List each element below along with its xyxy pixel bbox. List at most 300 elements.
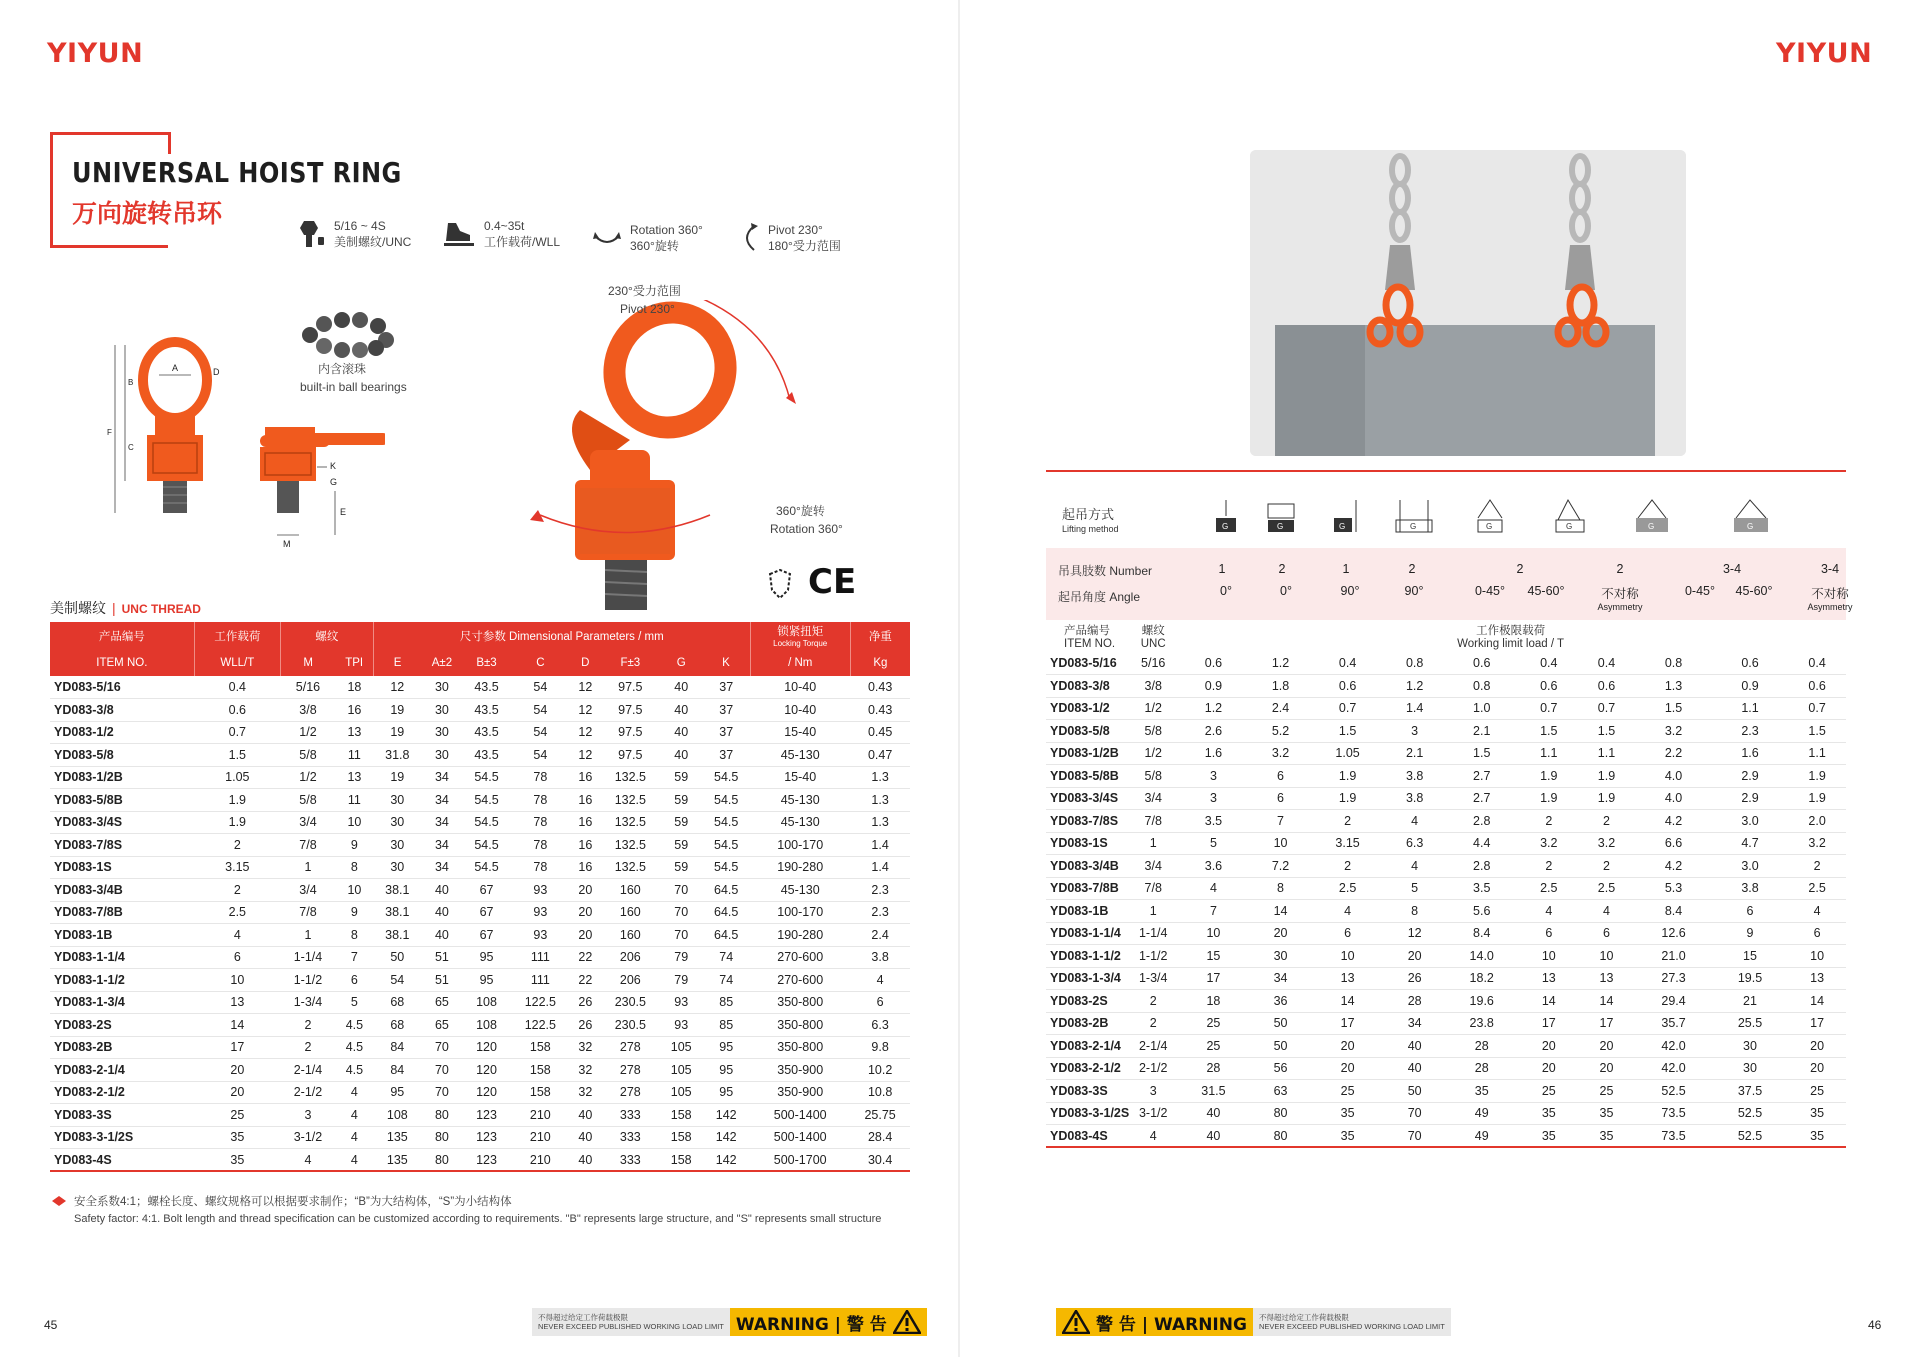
- table-cell: 13: [1810, 971, 1825, 986]
- table-cell: 20: [1273, 926, 1288, 941]
- bolt-icon: [298, 219, 326, 249]
- table-cell: 95: [719, 1062, 734, 1077]
- table-cell: 9: [350, 905, 358, 920]
- table-cell: 16: [578, 770, 593, 785]
- table-cell: 93: [533, 905, 548, 920]
- lifting-photo-art: [1250, 150, 1686, 456]
- table-cell: 17: [1810, 1016, 1825, 1031]
- table-cell: 42.0: [1661, 1038, 1686, 1053]
- table-cell: 350-800: [777, 1017, 824, 1032]
- table-cell: 0.4: [1808, 656, 1826, 670]
- table-cell: 59: [674, 860, 689, 875]
- table-cell: 2: [304, 1040, 312, 1055]
- table-cell: 59: [674, 770, 689, 785]
- table-cell: 28.4: [867, 1130, 893, 1145]
- angle-value: 90°: [1340, 584, 1360, 598]
- table-cell: YD083-2S: [1050, 993, 1108, 1008]
- rotation-label-cn: 360°旋转: [776, 504, 825, 518]
- legs-value: 2: [1516, 562, 1524, 576]
- table-cell: 1.2: [1204, 701, 1223, 716]
- pivot-label-en: Pivot 230°: [620, 302, 675, 316]
- th-dim-c: C: [511, 649, 571, 676]
- table-cell: 26: [1407, 971, 1422, 986]
- table-cell: 37: [719, 747, 734, 762]
- table-cell: 54.5: [714, 770, 739, 785]
- spec-pivot: [738, 222, 841, 254]
- table-cell: 64.5: [714, 905, 739, 920]
- table-cell: 37: [719, 680, 734, 694]
- angle-value: 45-60°: [1735, 584, 1773, 598]
- table-cell: 3.2: [1540, 836, 1558, 851]
- table-cell: 3.8: [1741, 881, 1759, 896]
- method-icon-7: [1636, 500, 1668, 532]
- table-cell: 3.5: [1473, 881, 1491, 896]
- table-cell: YD083-3/4B: [1050, 858, 1119, 873]
- table-cell: 19: [390, 725, 405, 740]
- table-cell: 1.3: [871, 792, 889, 807]
- th-dim-a: A±2: [421, 649, 462, 676]
- table-cell: 6.3: [1405, 836, 1424, 851]
- table-cell: 70: [434, 1085, 449, 1100]
- table-cell: 6: [350, 972, 358, 987]
- table-cell: 3: [304, 1107, 312, 1122]
- table-row: [50, 789, 910, 812]
- spec-wll: [442, 218, 560, 250]
- table-cell: 52.5: [1737, 1106, 1763, 1121]
- table-cell: 120: [476, 1062, 497, 1077]
- spec-wll-value: 0.4~35t: [484, 219, 525, 233]
- table-cell: 54.5: [714, 837, 739, 852]
- table-cell: 4.5: [345, 1017, 364, 1032]
- table-row: [1046, 967, 1846, 990]
- table-cell: 50: [1273, 1016, 1288, 1031]
- table-cell: 142: [715, 1130, 737, 1145]
- table-row: [1046, 1035, 1846, 1058]
- table-cell: 14.0: [1469, 948, 1494, 963]
- table-cell: YD083-7/8S: [1050, 813, 1119, 828]
- table-cell: 35: [1599, 1106, 1614, 1121]
- table-cell: 93: [533, 927, 548, 942]
- table-cell: 70: [434, 1040, 449, 1055]
- table-cell: 40: [674, 747, 689, 762]
- table-cell: 54.5: [714, 815, 739, 830]
- table-cell: 5/8: [1144, 768, 1162, 783]
- table-cell: 132.5: [614, 837, 646, 852]
- th-dim-title: 尺寸参数 Dimensional Parameters / mm: [373, 622, 750, 649]
- table-cell: 1/2: [299, 725, 317, 740]
- table-cell: 12: [390, 680, 405, 694]
- table-cell: 20: [230, 1085, 245, 1100]
- table-cell: 2.3: [1741, 723, 1759, 738]
- th-dim-e: E: [373, 649, 421, 676]
- table-cell: 135: [386, 1152, 408, 1167]
- section-label-cn: 美制螺纹: [50, 600, 106, 616]
- table-cell: 97.5: [618, 725, 643, 740]
- table-cell: 0.4: [228, 680, 247, 694]
- table-cell: 2.6: [1204, 723, 1223, 738]
- table-cell: 206: [619, 950, 641, 965]
- table-cell: 333: [619, 1130, 641, 1145]
- table-cell: 84: [390, 1040, 405, 1055]
- legs-label: 吊具肢数 Number: [1058, 564, 1153, 578]
- table-cell: 7.2: [1271, 858, 1290, 873]
- table-cell: 23.8: [1469, 1016, 1494, 1031]
- table-cell: 12: [578, 680, 593, 694]
- rotation-label-en: Rotation 360°: [770, 522, 843, 536]
- table-row: [50, 969, 910, 992]
- table-cell: 17: [230, 1040, 245, 1055]
- table-cell: YD083-2B: [1050, 1016, 1109, 1031]
- table-cell: 12: [578, 702, 593, 717]
- table-cell: 13: [347, 725, 362, 740]
- table-cell: 14: [230, 1017, 245, 1032]
- table-cell: 34: [1273, 971, 1288, 986]
- table-cell: 80: [1273, 1106, 1288, 1121]
- table-cell: 3.0: [1741, 813, 1759, 828]
- table-cell: 4.5: [345, 1062, 364, 1077]
- page-title: UNIVERSAL HOIST RING: [72, 156, 402, 189]
- table-cell: 37: [719, 702, 734, 717]
- method-icon-1: [1216, 500, 1236, 532]
- table-cell: 79: [674, 972, 689, 987]
- th2-load: 工作极限载荷 Working limit load / T: [1175, 620, 1846, 652]
- table-cell: 3.2: [1271, 746, 1290, 761]
- table-cell: YD083-5/16: [54, 680, 121, 694]
- table-row: [50, 991, 910, 1014]
- method-icon-4: [1396, 500, 1432, 532]
- table-cell: 2: [1603, 858, 1610, 873]
- table-cell: 2: [233, 837, 241, 852]
- table-cell: 7: [1209, 903, 1217, 918]
- title-frame: [50, 132, 168, 248]
- table-cell: 52.5: [1661, 1083, 1686, 1098]
- table-cell: 142: [715, 1107, 737, 1122]
- table-cell: 32: [578, 1085, 593, 1100]
- table-cell: 30: [390, 860, 405, 875]
- table-row: [50, 834, 910, 857]
- table-cell: 52.5: [1737, 1128, 1763, 1143]
- th-dim-d: D: [570, 649, 600, 676]
- table-cell: 4: [1411, 858, 1419, 873]
- table-cell: 1.1: [1808, 746, 1826, 761]
- lift-table-rule: [1046, 470, 1846, 472]
- table-cell: 1.9: [1540, 791, 1558, 806]
- table-cell: 8: [350, 927, 358, 942]
- table-cell: 56: [1273, 1061, 1288, 1076]
- table-cell: 4: [1813, 903, 1821, 918]
- table-cell: 6: [1277, 791, 1284, 806]
- table-cell: 20: [230, 1062, 245, 1077]
- table-cell: YD083-5/8: [54, 747, 114, 762]
- table-cell: 4: [1344, 903, 1352, 918]
- angle-value: 90°: [1404, 584, 1424, 598]
- table-cell: 59: [674, 792, 689, 807]
- th-dim-b: B±3: [463, 649, 511, 676]
- table-cell: 160: [619, 905, 641, 920]
- table-cell: 54.5: [474, 837, 499, 852]
- lift-legs-angle-band: [1046, 548, 1846, 620]
- table-row: [1046, 855, 1846, 878]
- table-cell: 20: [578, 905, 593, 920]
- table-cell: 6: [1545, 926, 1553, 941]
- table-cell: 4.0: [1664, 768, 1683, 783]
- table-cell: YD083-7/8B: [54, 905, 123, 920]
- table-cell: 6: [1277, 768, 1284, 783]
- th-item-en: ITEM NO.: [50, 649, 194, 676]
- table-cell: 2.5: [1338, 881, 1357, 896]
- table-cell: 0.4: [1540, 656, 1558, 670]
- table-cell: 5.6: [1473, 903, 1491, 918]
- table-cell: 4: [350, 1085, 358, 1100]
- table-cell: 350-900: [777, 1085, 824, 1100]
- table-row: [1046, 787, 1846, 810]
- table-cell: 2.5: [1808, 881, 1826, 896]
- warning-small-cn-left: 不得超过给定工作荷载极限: [538, 1313, 628, 1322]
- table-cell: 4: [1149, 1128, 1157, 1143]
- table-cell: YD083-1-3/4: [54, 995, 125, 1010]
- table-cell: 210: [529, 1107, 551, 1122]
- table-cell: 2-1/4: [293, 1062, 323, 1077]
- table-row: [50, 699, 910, 722]
- table-cell: YD083-3/4S: [54, 815, 123, 830]
- table-cell: 7: [1277, 813, 1284, 828]
- ce-mark: CE: [808, 562, 857, 602]
- table-cell: 1.0: [1473, 701, 1491, 716]
- method-icon-2: [1268, 504, 1294, 532]
- table-cell: 3.0: [1741, 858, 1759, 873]
- table-cell: 16: [578, 837, 593, 852]
- table-cell: 34: [434, 837, 449, 852]
- th-m: M: [280, 649, 335, 676]
- table-cell: 105: [670, 1040, 692, 1055]
- table-cell: 132.5: [614, 792, 646, 807]
- table-cell: 17: [1541, 1016, 1556, 1031]
- table-cell: 35: [1810, 1106, 1825, 1121]
- th-wll-en: WLL/T: [194, 649, 280, 676]
- table-cell: 122.5: [524, 1017, 556, 1032]
- table-cell: 20: [1810, 1061, 1825, 1076]
- table-cell: 1.4: [871, 837, 889, 852]
- table-cell: 278: [619, 1062, 641, 1077]
- table-cell: 20: [1599, 1038, 1614, 1053]
- table-cell: 160: [619, 927, 641, 942]
- table-cell: 1/2: [1144, 746, 1162, 761]
- table-cell: 15: [1743, 948, 1757, 963]
- table-cell: 25.75: [864, 1107, 896, 1122]
- table-cell: 3.8: [1405, 768, 1424, 783]
- table-cell: 270-600: [777, 950, 824, 965]
- spec-rotation-value: Rotation 360°: [630, 223, 703, 237]
- table-cell: 54.5: [474, 860, 499, 875]
- table-cell: 70: [674, 882, 689, 897]
- angle-value: 0-45°: [1684, 584, 1716, 598]
- table-cell: 43.5: [474, 702, 499, 717]
- table-cell: 108: [476, 995, 497, 1010]
- table-cell: YD083-3-1/2S: [54, 1130, 134, 1145]
- legs-value: 3-4: [1820, 562, 1840, 576]
- dim-k-label: K: [330, 461, 337, 471]
- table-cell: 26: [578, 1017, 593, 1032]
- table-cell: 16: [578, 792, 593, 807]
- lifting-method-cn: 起吊方式: [1062, 507, 1115, 522]
- table-cell: 78: [533, 792, 548, 807]
- table-row: [50, 1149, 910, 1172]
- dim-d-label: D: [213, 367, 220, 377]
- table-cell: 20: [1599, 1061, 1614, 1076]
- table-cell: 160: [619, 882, 641, 897]
- table-cell: 1-3/4: [293, 995, 323, 1010]
- legs-value: 2: [1616, 562, 1624, 576]
- table-cell: 2.5: [228, 905, 247, 920]
- table-cell: 15-40: [784, 725, 817, 740]
- table-cell: YD083-2S: [54, 1017, 112, 1032]
- table-cell: 28: [1206, 1061, 1221, 1076]
- table-cell: 70: [674, 905, 689, 920]
- table-row: [1046, 1102, 1846, 1125]
- table-cell: 7/8: [299, 905, 317, 920]
- table-row: [50, 1081, 910, 1104]
- table-cell: 15-40: [784, 770, 817, 785]
- table-cell: 16: [347, 702, 362, 717]
- table-cell: YD083-2-1/2: [1050, 1061, 1121, 1076]
- table-cell: 20: [578, 927, 593, 942]
- table-cell: 5: [1411, 881, 1419, 896]
- th-weight-cn: 净重: [850, 622, 910, 649]
- table-cell: 0.7: [1540, 701, 1558, 716]
- table-cell: 158: [529, 1085, 551, 1100]
- angle-value: 45-60°: [1527, 584, 1565, 598]
- table-cell: 3.6: [1204, 858, 1223, 873]
- table-cell: 0.6: [1741, 656, 1759, 670]
- table-cell: YD083-1/2: [54, 725, 114, 740]
- table-cell: 2: [1149, 1016, 1157, 1031]
- table-cell: 65: [434, 995, 449, 1010]
- table-cell: 4.7: [1741, 836, 1759, 851]
- spec-pivot-label: 180°受力范围: [768, 239, 841, 253]
- table-cell: 37: [719, 725, 734, 740]
- table-cell: 0.9: [1204, 678, 1223, 693]
- ball-bearings-image: [298, 310, 398, 360]
- table-cell: 1.4: [1405, 701, 1424, 716]
- table-cell: 43.5: [474, 747, 499, 762]
- table-cell: 51: [434, 972, 449, 987]
- table-cell: 3-1/2: [1138, 1106, 1168, 1121]
- bearing-label-en: built-in ball bearings: [300, 380, 407, 394]
- table-cell: 350-900: [777, 1062, 824, 1077]
- pivot-icon: [738, 223, 760, 253]
- table-cell: 0.7: [1597, 701, 1616, 716]
- table-cell: 18.2: [1469, 971, 1494, 986]
- table-cell: 2.3: [871, 882, 889, 897]
- table-row: [1046, 765, 1846, 788]
- table-cell: 30: [434, 702, 449, 717]
- table-cell: 0.7: [1808, 701, 1826, 716]
- table-cell: 230.5: [614, 1017, 646, 1032]
- table-cell: 6: [876, 995, 884, 1010]
- table-cell: 4: [1411, 813, 1419, 828]
- table-row: [1046, 900, 1846, 923]
- table-cell: 31.8: [385, 747, 410, 762]
- table-cell: 35: [1541, 1128, 1556, 1143]
- table-cell: 123: [476, 1107, 497, 1122]
- table-cell: 13: [1541, 971, 1556, 986]
- svg-text:G: G: [1410, 522, 1417, 531]
- table-cell: 1/2: [299, 770, 317, 785]
- table-cell: 8.4: [1664, 903, 1683, 918]
- table-row: [1046, 742, 1846, 765]
- table-cell: 3: [1209, 791, 1217, 806]
- table-cell: 68: [390, 995, 405, 1010]
- table-cell: 67: [479, 882, 494, 897]
- svg-text:G: G: [1486, 522, 1493, 531]
- table-cell: 0.7: [228, 725, 247, 740]
- table-cell: 1.5: [1338, 723, 1357, 738]
- table-cell: 12: [1407, 926, 1422, 941]
- table-cell: 2.3: [871, 905, 889, 920]
- table-cell: 123: [476, 1130, 497, 1145]
- table-cell: YD083-2-1/4: [54, 1062, 125, 1077]
- table-cell: 190-280: [777, 927, 824, 942]
- spec-table-body: [50, 676, 910, 1171]
- table-cell: 0.47: [867, 747, 893, 762]
- table-cell: YD083-5/8B: [54, 792, 123, 807]
- table-cell: 1.9: [1338, 768, 1357, 783]
- table-cell: 0.6: [1540, 678, 1558, 693]
- method-icon-5: [1478, 500, 1502, 532]
- table-cell: 35: [1340, 1128, 1355, 1143]
- table-cell: 30: [434, 680, 449, 694]
- table-cell: YD083-1S: [1050, 836, 1108, 851]
- table-cell: 3.8: [1405, 791, 1424, 806]
- table-cell: 85: [719, 995, 734, 1010]
- table-row: [1046, 1012, 1846, 1035]
- table-cell: 25: [1206, 1016, 1221, 1031]
- table-cell: YD083-1/2B: [54, 770, 123, 785]
- table-cell: 93: [533, 882, 548, 897]
- table-cell: 500-1700: [773, 1152, 827, 1167]
- table-cell: 0.4: [1597, 656, 1616, 670]
- table-cell: 20: [1407, 948, 1422, 963]
- table-cell: 1-1/2: [1138, 948, 1168, 963]
- table-cell: 1.9: [1597, 768, 1616, 783]
- table-cell: 40: [434, 905, 449, 920]
- table-cell: YD083-5/8B: [1050, 768, 1119, 783]
- table-cell: 10: [1599, 948, 1614, 963]
- table-row: [1046, 832, 1846, 855]
- table-cell: 6: [233, 950, 241, 965]
- table-cell: 4.5: [345, 1040, 364, 1055]
- table-cell: 1.1: [1741, 701, 1759, 716]
- table-cell: 0.6: [1204, 656, 1223, 670]
- table-cell: 25: [1541, 1083, 1556, 1098]
- table-cell: 30: [390, 815, 405, 830]
- table-cell: 105: [670, 1085, 692, 1100]
- table-cell: 70: [674, 927, 689, 942]
- table-cell: 3/4: [299, 882, 317, 897]
- spec-rotation-label: 360°旋转: [630, 239, 679, 253]
- table-cell: 38.1: [385, 927, 410, 942]
- table-cell: 79: [674, 950, 689, 965]
- table-cell: 1.05: [1335, 746, 1360, 761]
- table-row: [1046, 675, 1846, 698]
- table-cell: 2.5: [1540, 881, 1558, 896]
- table-cell: 1.5: [1808, 723, 1826, 738]
- table-row: [1046, 990, 1846, 1013]
- svg-text:G: G: [1566, 522, 1573, 531]
- table-cell: 111: [530, 950, 550, 965]
- svg-text:G: G: [1339, 522, 1346, 531]
- angle-label: 起吊角度 Angle: [1058, 590, 1141, 604]
